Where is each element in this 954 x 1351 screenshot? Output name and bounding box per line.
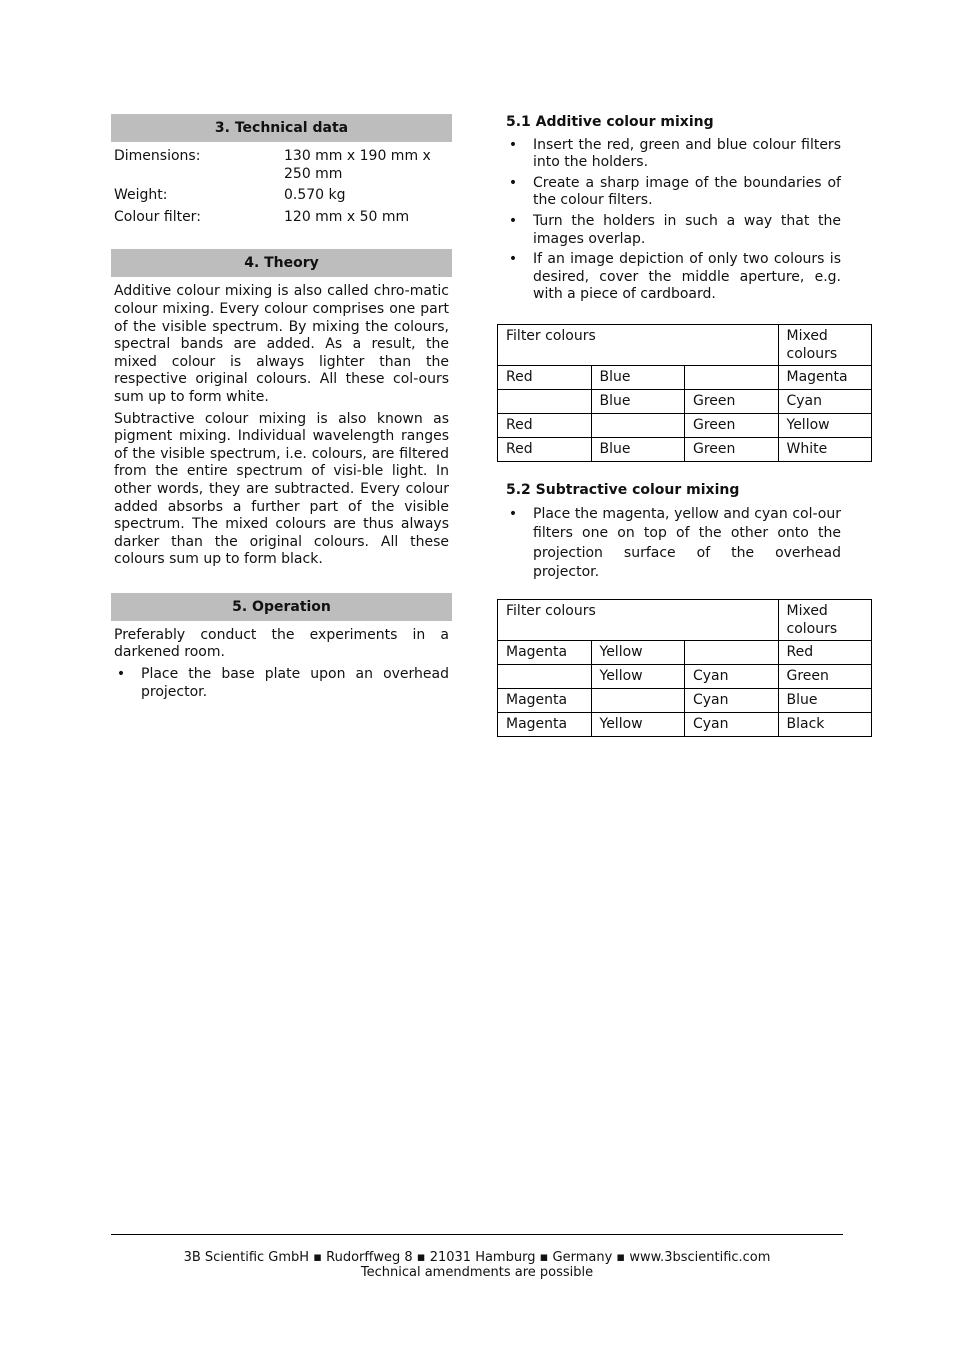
table-cell: Red: [498, 413, 592, 437]
subtractive-bullet-list: [497, 505, 872, 583]
table-cell: Magenta: [498, 688, 592, 712]
page-footer: [111, 1250, 843, 1280]
table-cell: Cyan: [685, 712, 779, 736]
table-cell: Green: [685, 413, 779, 437]
technical-data-heading: 3. Technical data: [111, 114, 452, 142]
spec-row-colour-filter: [111, 209, 452, 227]
spec-label: Dimensions:: [114, 148, 201, 164]
bullet-glyph: •: [508, 505, 518, 522]
list-item: [506, 175, 841, 210]
spec-label: Colour filter:: [114, 208, 201, 225]
list-item: [506, 213, 841, 248]
table-row: [498, 688, 872, 712]
bullet-glyph: •: [508, 251, 518, 268]
list-item: [114, 666, 449, 701]
table-cell: Yellow: [591, 640, 685, 664]
additive-mixing-table: [497, 324, 872, 462]
table-cell: Red: [778, 640, 872, 664]
table-cell: Cyan: [778, 389, 872, 413]
list-item: [506, 137, 841, 172]
list-item-text: Place the magenta, yellow and cyan col-our filters one on top of the other onto the projection surface of the overhead projector.: [533, 505, 841, 581]
mixed-colours-header: Mixed colours: [778, 599, 872, 640]
list-item-text: Turn the holders in such a way that the images overlap.: [533, 212, 841, 247]
table-cell: Cyan: [685, 688, 779, 712]
subtractive-mixing-table: [497, 599, 872, 737]
spec-value: 130 mm x 190 mm x 250 mm: [284, 148, 431, 182]
list-item-text: Create a sharp image of the boundaries of the colour filters.: [533, 174, 841, 209]
footer-note: Technical amendments are possible: [360, 1265, 594, 1280]
additive-bullet-list: [497, 137, 872, 304]
theory-paragraph-subtractive: Subtractive colour mixing is also known as pigment mixing. Individual wavelength ranges of the visible spectrum, i.e. colours, are filtered from the entire spectrum of visi-ble light. In other words, they are subtracted. Every colour added absorbs a further part of the visible spectrum. The mixed colours are thus always darker than the original colours. All these colours sum up to form black.: [114, 410, 449, 568]
table-cell: Yellow: [778, 413, 872, 437]
operation-bullet-list: [111, 666, 452, 701]
table-row: [498, 712, 872, 736]
footer-divider: [111, 1234, 843, 1235]
table-cell: Black: [778, 712, 872, 736]
table-cell: [591, 413, 685, 437]
table-row: [498, 365, 872, 389]
table-row: [498, 437, 872, 461]
table-cell: Magenta: [498, 712, 592, 736]
table-cell: Red: [498, 365, 592, 389]
footer-address: 3B Scientific GmbH ▪ Rudorffweg 8 ▪ 21031 Hamburg ▪ Germany ▪ www.3bscientific.com: [183, 1250, 771, 1265]
bullet-glyph: •: [508, 136, 518, 153]
theory-heading: 4. Theory: [111, 249, 452, 277]
table-row: [498, 664, 872, 688]
table-cell: White: [778, 437, 872, 461]
table-cell: [498, 389, 592, 413]
table-cell: Green: [778, 664, 872, 688]
spec-value: 0.570 kg: [284, 187, 346, 204]
right-column: [497, 114, 872, 737]
table-cell: [498, 664, 592, 688]
table-cell: Magenta: [778, 365, 872, 389]
table-cell: Blue: [778, 688, 872, 712]
list-item-text: Place the base plate upon an overhead projector.: [141, 666, 449, 700]
table-header-row: [498, 599, 872, 640]
spec-row-weight: [111, 187, 452, 205]
table-cell: Blue: [591, 437, 685, 461]
table-cell: Blue: [591, 389, 685, 413]
additive-heading: 5.1 Additive colour mixing: [506, 114, 714, 130]
bullet-glyph: •: [508, 174, 518, 191]
table-cell: Cyan: [685, 664, 779, 688]
table-row: [498, 389, 872, 413]
table-cell: Blue: [591, 365, 685, 389]
table-cell: Magenta: [498, 640, 592, 664]
table-cell: Yellow: [591, 664, 685, 688]
spec-row-dimensions: [111, 148, 452, 183]
mixed-colours-header: Mixed colours: [778, 324, 872, 365]
theory-paragraph-additive: Additive colour mixing is also called chro-matic colour mixing. Every colour comprises one part of the visible spectrum. By mixing the colours, spectral bands are added. As a result, the mixed colour is always lighter than the respective original colours. All these col-ours sum up to form white.: [114, 283, 449, 405]
spec-value: 120 mm x 50 mm: [284, 208, 410, 225]
table-header-row: [498, 324, 872, 365]
bullet-glyph: •: [508, 212, 518, 229]
table-row: [498, 640, 872, 664]
operation-heading: 5. Operation: [111, 593, 452, 621]
filter-colours-header: Filter colours: [498, 324, 779, 365]
table-cell: Green: [685, 437, 779, 461]
subtractive-heading: 5.2 Subtractive colour mixing: [506, 481, 740, 498]
table-cell: [591, 688, 685, 712]
list-item: [506, 251, 841, 304]
table-cell: Green: [685, 389, 779, 413]
table-row: [498, 413, 872, 437]
technical-data-list: [111, 148, 452, 226]
list-item-text: If an image depiction of only two colours is desired, cover the middle aperture, e.g. with a piece of cardboard.: [533, 251, 841, 303]
table-cell: Yellow: [591, 712, 685, 736]
bullet-glyph: •: [116, 666, 126, 683]
filter-colours-header: Filter colours: [498, 599, 779, 640]
table-cell: Red: [498, 437, 592, 461]
left-column: [111, 114, 452, 704]
list-item-text: Insert the red, green and blue colour filters into the holders.: [533, 136, 841, 171]
table-cell: [685, 640, 779, 664]
operation-intro: Preferably conduct the experiments in a darkened room.: [114, 626, 449, 661]
list-item: [506, 505, 841, 583]
spec-label: Weight:: [114, 187, 168, 204]
table-cell: [685, 365, 779, 389]
